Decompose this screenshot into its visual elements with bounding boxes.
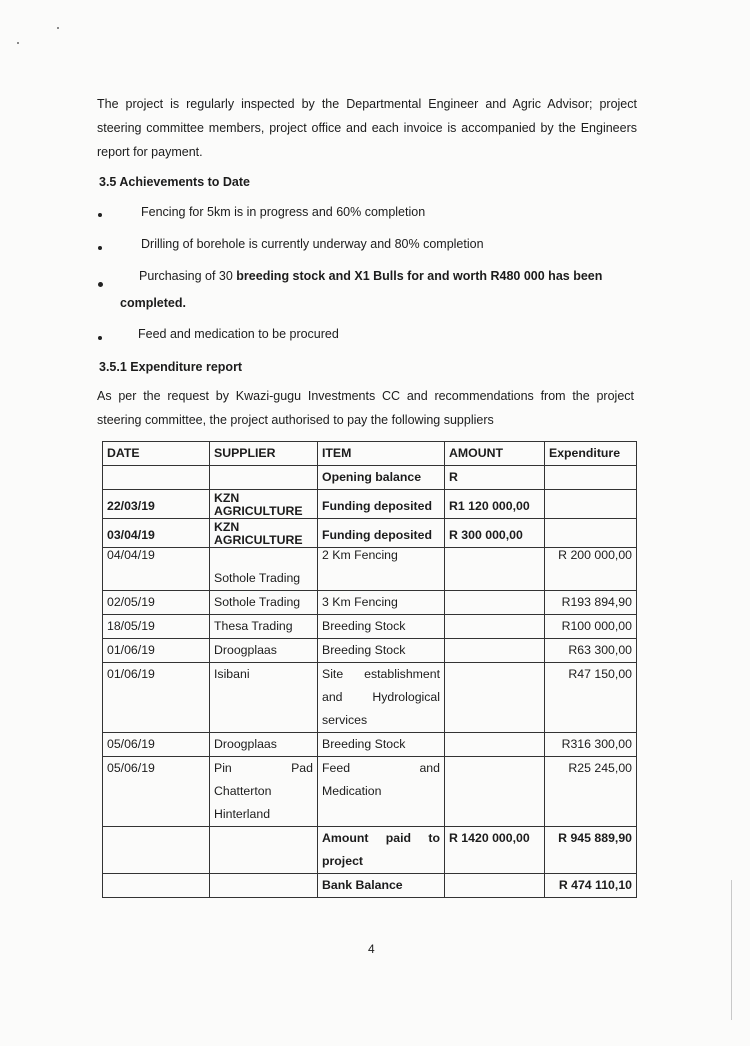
expenditure-cell: R316 300,00 [545, 733, 637, 757]
date-cell [103, 874, 210, 898]
supplier-line: AGRICULTURE [214, 533, 303, 547]
date-cell: 02/05/19 [103, 591, 210, 615]
date-cell: 22/03/19 [103, 490, 210, 519]
table-row [103, 874, 637, 898]
achievement-item: Feed and medication to be procured [138, 327, 339, 341]
item-line [322, 663, 440, 686]
expenditure-heading: 3.5.1 Expenditure report [99, 360, 243, 374]
table-row [103, 490, 637, 519]
supplier-line: Hinterland [214, 807, 271, 821]
amount-cell: R 1420 000,00 [445, 827, 545, 874]
amount-cell [445, 639, 545, 663]
supplier-word: Pad [291, 761, 313, 775]
expenditure-cell [545, 466, 637, 490]
date-cell: 03/04/19 [103, 519, 210, 548]
supplier-line: KZN [214, 520, 240, 534]
achievement-item-purchase [139, 269, 602, 283]
item-line [322, 827, 440, 850]
supplier-cell: Isibani [210, 663, 318, 733]
date-cell: 04/04/19 [103, 548, 210, 591]
achievement-item: Fencing for 5km is in progress and 60% completion [141, 205, 426, 219]
supplier-cell: Droogplaas [210, 639, 318, 663]
expenditure-cell [545, 519, 637, 548]
item-cell: Breeding Stock [318, 733, 445, 757]
supplier-cell [210, 519, 318, 548]
table-row [103, 591, 637, 615]
supplier-cell: Thesa Trading [210, 615, 318, 639]
table-row [103, 519, 637, 548]
header-supplier: SUPPLIER [210, 442, 318, 466]
table-row [103, 615, 637, 639]
amount-cell [445, 874, 545, 898]
item-word: Site [322, 667, 344, 681]
page-number: 4 [368, 942, 375, 956]
amount-cell [445, 548, 545, 591]
amount-cell [445, 663, 545, 733]
item-line [322, 757, 440, 780]
supplier-cell: Droogplaas [210, 733, 318, 757]
expenditure-cell: R 200 000,00 [545, 548, 637, 591]
expenditure-cell: R193 894,90 [545, 591, 637, 615]
scan-edge-shadow [731, 880, 732, 1020]
table-row [103, 757, 637, 827]
table-header-row [103, 442, 637, 466]
supplier-word: Pin [214, 761, 232, 775]
table-row [103, 548, 637, 591]
expenditure-cell: R 474 110,10 [545, 874, 637, 898]
date-cell: 18/05/19 [103, 615, 210, 639]
amount-cell [445, 733, 545, 757]
item-word: Hydrological [372, 690, 440, 704]
supplier-line: Chatterton [214, 784, 272, 798]
item-word: and [419, 761, 440, 775]
expenditure-cell: R47 150,00 [545, 663, 637, 733]
date-cell: 01/06/19 [103, 639, 210, 663]
expenditure-cell: R100 000,00 [545, 615, 637, 639]
scan-speck [57, 27, 59, 29]
table-row [103, 639, 637, 663]
item-word: to [428, 831, 440, 845]
item-cell: Bank Balance [318, 874, 445, 898]
item-word: paid [385, 831, 412, 845]
item-word: Amount [322, 831, 369, 845]
date-cell [103, 827, 210, 874]
table-row [103, 466, 637, 490]
supplier-cell: Sothole Trading [210, 548, 318, 591]
header-expenditure: Expenditure [545, 442, 637, 466]
expenditure-cell: R63 300,00 [545, 639, 637, 663]
intro-paragraph: The project is regularly inspected by the Departmental Engineer and Agric Advisor; project steering committee members, project office and each invoice is accompanied by the Engineers report for payment. [97, 97, 637, 159]
item-word: establishment [364, 667, 440, 681]
date-cell [103, 466, 210, 490]
purchase-bold: breeding stock and X1 Bulls for and worth R480 000 has been [236, 269, 603, 283]
table-row [103, 663, 637, 733]
expenditure-cell [545, 490, 637, 519]
supplier-cell [210, 827, 318, 874]
supplier-cell [210, 466, 318, 490]
achievement-item: Drilling of borehole is currently underway and 80% completion [141, 237, 484, 251]
item-word: and [322, 690, 343, 704]
expenditure-cell: R 945 889,90 [545, 827, 637, 874]
header-amount: AMOUNT [445, 442, 545, 466]
supplier-cell: Sothole Trading [210, 591, 318, 615]
item-cell: 3 Km Fencing [318, 591, 445, 615]
supplier-line: AGRICULTURE [214, 504, 303, 518]
item-line: project [322, 854, 363, 868]
date-cell: 05/06/19 [103, 757, 210, 827]
item-cell: Breeding Stock [318, 615, 445, 639]
amount-cell [445, 615, 545, 639]
amount-cell [445, 757, 545, 827]
table-row [103, 733, 637, 757]
achievements-heading: 3.5 Achievements to Date [99, 175, 250, 189]
expenditure-cell: R25 245,00 [545, 757, 637, 827]
amount-cell: R [445, 466, 545, 490]
item-line: services [322, 713, 368, 727]
supplier-cell [210, 757, 318, 827]
item-word: Feed [322, 761, 351, 775]
item-cell: 2 Km Fencing [318, 548, 445, 591]
item-cell [318, 757, 445, 827]
item-line [322, 686, 440, 709]
purchase-prefix: Purchasing of 30 [139, 269, 237, 283]
header-date: DATE [103, 442, 210, 466]
amount-cell: R1 120 000,00 [445, 490, 545, 519]
bullet-icon [98, 213, 102, 217]
bullet-icon [98, 246, 102, 250]
item-cell [318, 827, 445, 874]
item-cell: Breeding Stock [318, 639, 445, 663]
item-cell: Funding deposited [318, 519, 445, 548]
table-row [103, 827, 637, 874]
item-cell: Opening balance [318, 466, 445, 490]
date-cell: 05/06/19 [103, 733, 210, 757]
date-cell: 01/06/19 [103, 663, 210, 733]
expenditure-table [102, 441, 637, 898]
header-item: ITEM [318, 442, 445, 466]
scan-speck [17, 42, 19, 44]
amount-cell: R 300 000,00 [445, 519, 545, 548]
purchase-continuation: completed. [120, 296, 186, 310]
item-cell: Funding deposited [318, 490, 445, 519]
expenditure-paragraph: As per the request by Kwazi-gugu Investments CC and recommendations from the project steering committee, the project authorised to pay the following suppliers [97, 389, 634, 427]
bullet-icon [98, 336, 102, 340]
supplier-line [214, 757, 313, 780]
bullet-icon [98, 282, 103, 287]
supplier-cell [210, 490, 318, 519]
item-cell [318, 663, 445, 733]
item-line: Medication [322, 784, 382, 798]
amount-cell [445, 591, 545, 615]
supplier-line: KZN [214, 491, 240, 505]
supplier-cell [210, 874, 318, 898]
